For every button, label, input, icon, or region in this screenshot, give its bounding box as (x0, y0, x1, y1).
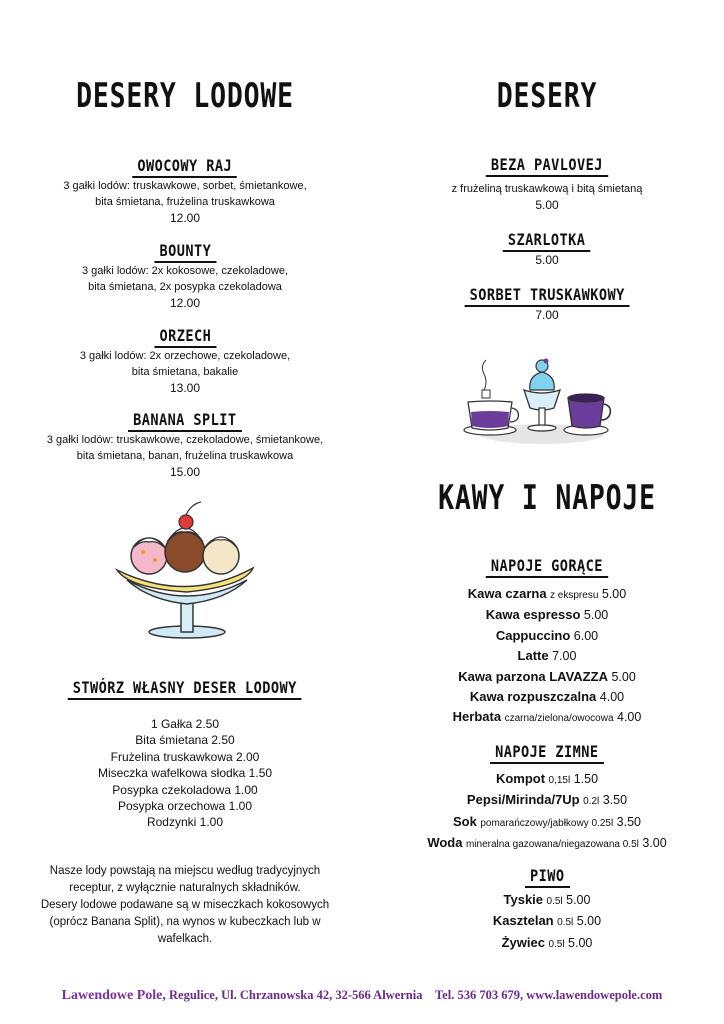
note-line: receptur, z wyłącznie naturalnych składników. (69, 882, 301, 894)
contact: Tel. 536 703 679, www.lawendowepole.com (434, 988, 663, 1002)
hot-drinks-title: NAPOJE GORĄCE (370, 556, 724, 578)
item-name: OWOCOWY RAJ (0, 156, 370, 178)
drink-item: Latte 7.00 (517, 648, 577, 664)
item-price: 5.00 (535, 253, 559, 267)
beer-list (370, 890, 724, 954)
note-line: wafelkach. (157, 933, 213, 945)
item-price: 13.00 (169, 381, 201, 395)
item-desc-2: bita śmietana, frużelina truskawkowa (95, 196, 275, 208)
ice-cream-desserts-title: DESERY LODOWE (76, 76, 294, 116)
custom-option: 1 Gałka 2.50 (150, 717, 220, 731)
dessert-item-beza (370, 155, 724, 213)
address: Regulice, Ul. Chrzanowska 42, 32-566 Alwernia (169, 988, 423, 1002)
banana-split-icon (105, 500, 265, 640)
drink-item: Kasztelan 0.5l 5.00 (492, 913, 602, 929)
drink-item: Kawa espresso 5.00 (485, 607, 609, 623)
item-desc-2: bita śmietana, banan, frużelina truskawkowa (76, 450, 294, 462)
item-price: 5.00 (535, 198, 559, 212)
item-name: BEZA PAVLOVEJ (370, 155, 724, 177)
ice-cream-note (0, 863, 370, 948)
drink-item: Kawa rozpuszczalna 4.00 (469, 689, 625, 705)
custom-dessert-list (0, 716, 370, 831)
custom-option: Rodzynki 1.00 (146, 815, 224, 830)
hot-drinks-list (370, 584, 724, 729)
item-name: SZARLOTKA (370, 230, 724, 252)
item-desc-1: 3 gałki lodów: truskawkowe, czekoladowe, śmietankowe, (46, 434, 324, 446)
item-desc-2: bita śmietana, 2x posypka czekoladowa (88, 281, 282, 293)
dessert-item-szarlotka (370, 230, 724, 268)
item-desc-1: 3 gałki lodów: truskawkowe, sorbet, śmietankowe, (63, 180, 307, 192)
item-name: BOUNTY (0, 241, 370, 263)
item-desc: z frużeliną truskawkową i bitą śmietaną (451, 183, 643, 195)
custom-option: Posypka orzechowa 1.00 (117, 799, 253, 814)
desserts-title: DESERY (496, 76, 598, 116)
drink-item: Żywiec 0.5l 5.00 (501, 934, 593, 950)
custom-dessert-title: STWÓRZ WŁASNY DESER LODOWY (0, 678, 370, 700)
drink-item: Kawa parzona LAVAZZA 5.00 (458, 668, 636, 684)
custom-option: Posypka czekoladowa 1.00 (112, 782, 258, 797)
drinks-title: KAWY I NAPOJE (438, 478, 656, 518)
cold-drinks-title: NAPOJE ZIMNE (370, 742, 724, 764)
drink-item: Herbata czarna/zielona/owocowa 4.00 (452, 709, 642, 725)
note-line: (oprócz Banana Split), na wynos w kubeczkach lub w (49, 916, 321, 928)
dessert-item-orzech (0, 326, 370, 396)
item-name: BANANA SPLIT (0, 410, 370, 432)
footer (0, 988, 724, 1004)
dessert-item-sorbet (370, 285, 724, 323)
custom-option: Bita śmietana 2.50 (135, 733, 235, 748)
custom-option: Frużelina truskawkowa 2.00 (110, 749, 260, 764)
dessert-item-owocowy-raj (0, 156, 370, 226)
drink-item: Sok pomarańczowy/jabłkowy 0.25l 3.50 (453, 813, 641, 829)
dessert-cups-icon (462, 350, 612, 446)
custom-option: Miseczka wafelkowa słodka 1.50 (97, 766, 273, 781)
drink-item: Cappuccino 6.00 (495, 627, 599, 643)
item-desc-1: 3 gałki lodów: 2x orzechowe, czekoladowe, (79, 350, 291, 362)
dessert-item-banana-split (0, 410, 370, 480)
item-price: 15.00 (169, 465, 201, 479)
item-name: SORBET TRUSKAWKOWY (370, 285, 724, 307)
note-line: Nasze lody powstają na miejscu według tradycyjnych (49, 865, 321, 877)
item-price: 7.00 (535, 308, 559, 322)
drink-item: Woda mineralna gazowana/niegazowana 0.5l 3.00 (427, 835, 667, 851)
item-name: ORZECH (0, 326, 370, 348)
drink-item: Pepsi/Mirinda/7Up 0.2l 3.50 (466, 792, 628, 808)
item-desc-1: 3 gałki lodów: 2x kokosowe, czekoladowe, (81, 265, 289, 277)
cold-drinks-list (370, 769, 724, 855)
drink-item: Tyskie 0.5l 5.00 (503, 892, 591, 907)
beer-title: PIWO (370, 866, 724, 888)
item-desc-2: bita śmietana, bakalie (131, 366, 239, 378)
dessert-item-bounty (0, 241, 370, 311)
brand-name: Lawendowe Pole, (61, 988, 166, 1003)
drink-item: Kawa czarna z ekspresu 5.00 (467, 586, 627, 601)
drink-item: Kompot 0,15l 1.50 (495, 771, 599, 786)
item-price: 12.00 (169, 211, 201, 225)
item-price: 12.00 (169, 296, 201, 310)
note-line: Desery lodowe podawane są w miseczkach kokosowych (40, 899, 330, 911)
